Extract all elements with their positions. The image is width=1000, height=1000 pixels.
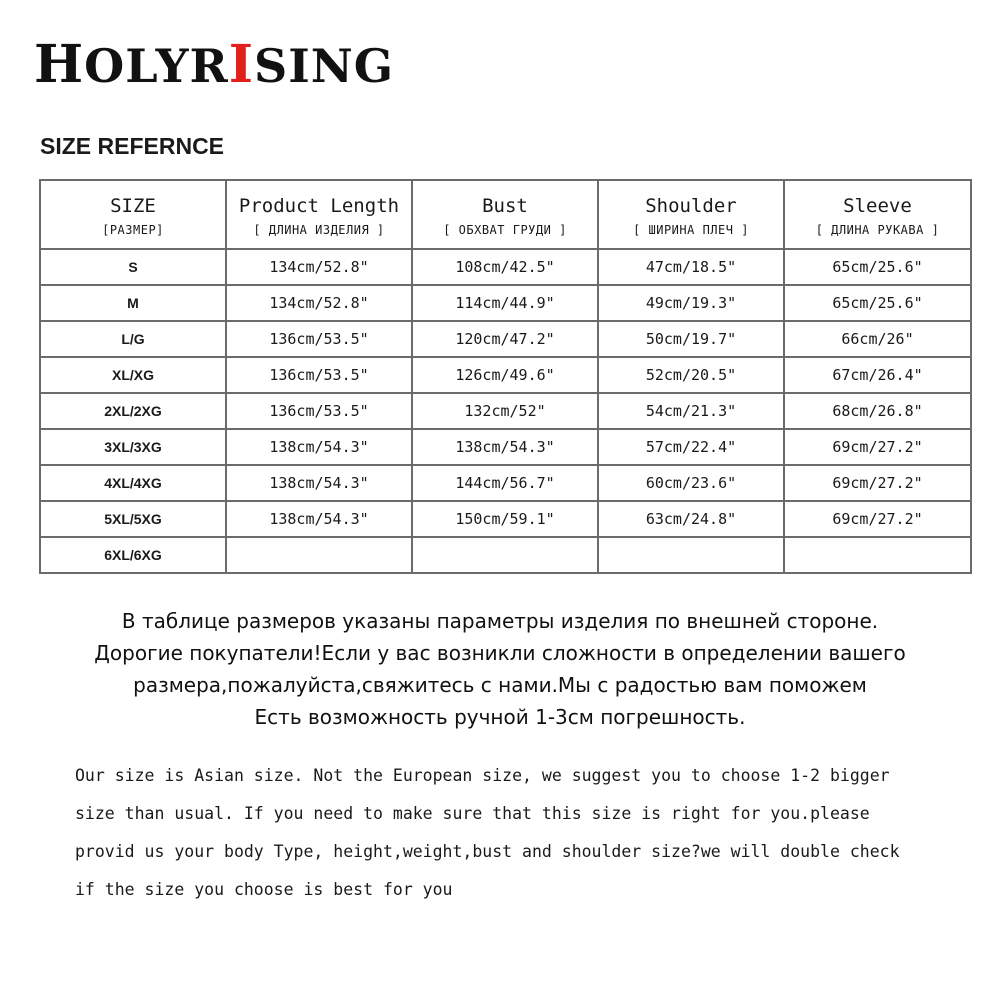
header-sleeve: Sleeve [ ДЛИНА РУКАВА ]	[784, 180, 971, 249]
cell-shoulder: 54cm/21.3"	[598, 393, 784, 429]
cell-size: 5XL/5XG	[40, 501, 226, 537]
cell-bust: 132cm/52"	[412, 393, 598, 429]
cell-bust: 126cm/49.6"	[412, 357, 598, 393]
cell-length: 134cm/52.8"	[226, 285, 412, 321]
cell-length: 134cm/52.8"	[226, 249, 412, 285]
cell-sleeve: 65cm/25.6"	[784, 249, 971, 285]
cell-size: XL/XG	[40, 357, 226, 393]
cell-sleeve: 66cm/26"	[784, 321, 971, 357]
table-row	[40, 285, 971, 321]
russian-note-line: Есть возможность ручной 1-3см погрешность.	[254, 705, 746, 729]
cell-length: 136cm/53.5"	[226, 393, 412, 429]
cell-bust: 114cm/44.9"	[412, 285, 598, 321]
english-note-line: Our size is Asian size. Not the European size, we suggest you to choose 1-2 bigger	[75, 766, 890, 785]
table-row	[40, 357, 971, 393]
cell-bust: 138cm/54.3"	[412, 429, 598, 465]
russian-note-line: В таблице размеров указаны параметры изделия по внешней стороне.	[121, 609, 879, 633]
english-note-line: provid us your body Type, height,weight,bust and shoulder size?we will double check	[75, 842, 900, 861]
section-title: SIZE REFERNCE	[40, 133, 225, 159]
cell-size: L/G	[40, 321, 226, 357]
russian-note	[0, 605, 1000, 733]
brand-logo: HOLYRISING	[34, 34, 395, 95]
cell-bust: 120cm/47.2"	[412, 321, 598, 357]
cell-bust	[412, 537, 598, 573]
cell-shoulder: 47cm/18.5"	[598, 249, 784, 285]
cell-size: S	[40, 249, 226, 285]
cell-size: 4XL/4XG	[40, 465, 226, 501]
cell-bust: 108cm/42.5"	[412, 249, 598, 285]
cell-shoulder: 50cm/19.7"	[598, 321, 784, 357]
header-length: Product Length [ ДЛИНА ИЗДЕЛИЯ ]	[226, 180, 412, 249]
cell-shoulder: 57cm/22.4"	[598, 429, 784, 465]
cell-sleeve: 69cm/27.2"	[784, 501, 971, 537]
cell-bust: 150cm/59.1"	[412, 501, 598, 537]
cell-shoulder: 49cm/19.3"	[598, 285, 784, 321]
header-bust: Bust [ ОБХВАТ ГРУДИ ]	[412, 180, 598, 249]
english-note	[75, 757, 900, 909]
cell-size: 3XL/3XG	[40, 429, 226, 465]
cell-length: 138cm/54.3"	[226, 429, 412, 465]
cell-sleeve: 68cm/26.8"	[784, 393, 971, 429]
russian-note-line: размера,пожалуйста,свяжитесь с нами.Мы с радостью вам поможем	[133, 673, 867, 697]
cell-shoulder: 63cm/24.8"	[598, 501, 784, 537]
cell-shoulder	[598, 537, 784, 573]
table-row	[40, 501, 971, 537]
cell-length: 136cm/53.5"	[226, 321, 412, 357]
table-row	[40, 321, 971, 357]
size-table	[39, 179, 972, 574]
cell-sleeve: 65cm/25.6"	[784, 285, 971, 321]
cell-length: 138cm/54.3"	[226, 465, 412, 501]
cell-size: M	[40, 285, 226, 321]
cell-sleeve: 69cm/27.2"	[784, 465, 971, 501]
cell-shoulder: 60cm/23.6"	[598, 465, 784, 501]
cell-sleeve: 67cm/26.4"	[784, 357, 971, 393]
cell-bust: 144cm/56.7"	[412, 465, 598, 501]
table-row	[40, 465, 971, 501]
header-size: SIZE [РАЗМЕР]	[40, 180, 226, 249]
table-row	[40, 429, 971, 465]
english-note-line: if the size you choose is best for you	[75, 880, 453, 899]
table-row	[40, 537, 971, 573]
table-row	[40, 249, 971, 285]
cell-size: 6XL/6XG	[40, 537, 226, 573]
header-shoulder: Shoulder [ ШИРИНА ПЛЕЧ ]	[598, 180, 784, 249]
cell-sleeve	[784, 537, 971, 573]
cell-size: 2XL/2XG	[40, 393, 226, 429]
table-header-row	[40, 180, 971, 249]
cell-sleeve: 69cm/27.2"	[784, 429, 971, 465]
table-row	[40, 393, 971, 429]
cell-shoulder: 52cm/20.5"	[598, 357, 784, 393]
cell-length: 136cm/53.5"	[226, 357, 412, 393]
english-note-line: size than usual. If you need to make sure that this size is right for you.please	[75, 804, 870, 823]
cell-length: 138cm/54.3"	[226, 501, 412, 537]
cell-length	[226, 537, 412, 573]
russian-note-line: Дорогие покупатели!Если у вас возникли сложности в определении вашего	[94, 641, 906, 665]
